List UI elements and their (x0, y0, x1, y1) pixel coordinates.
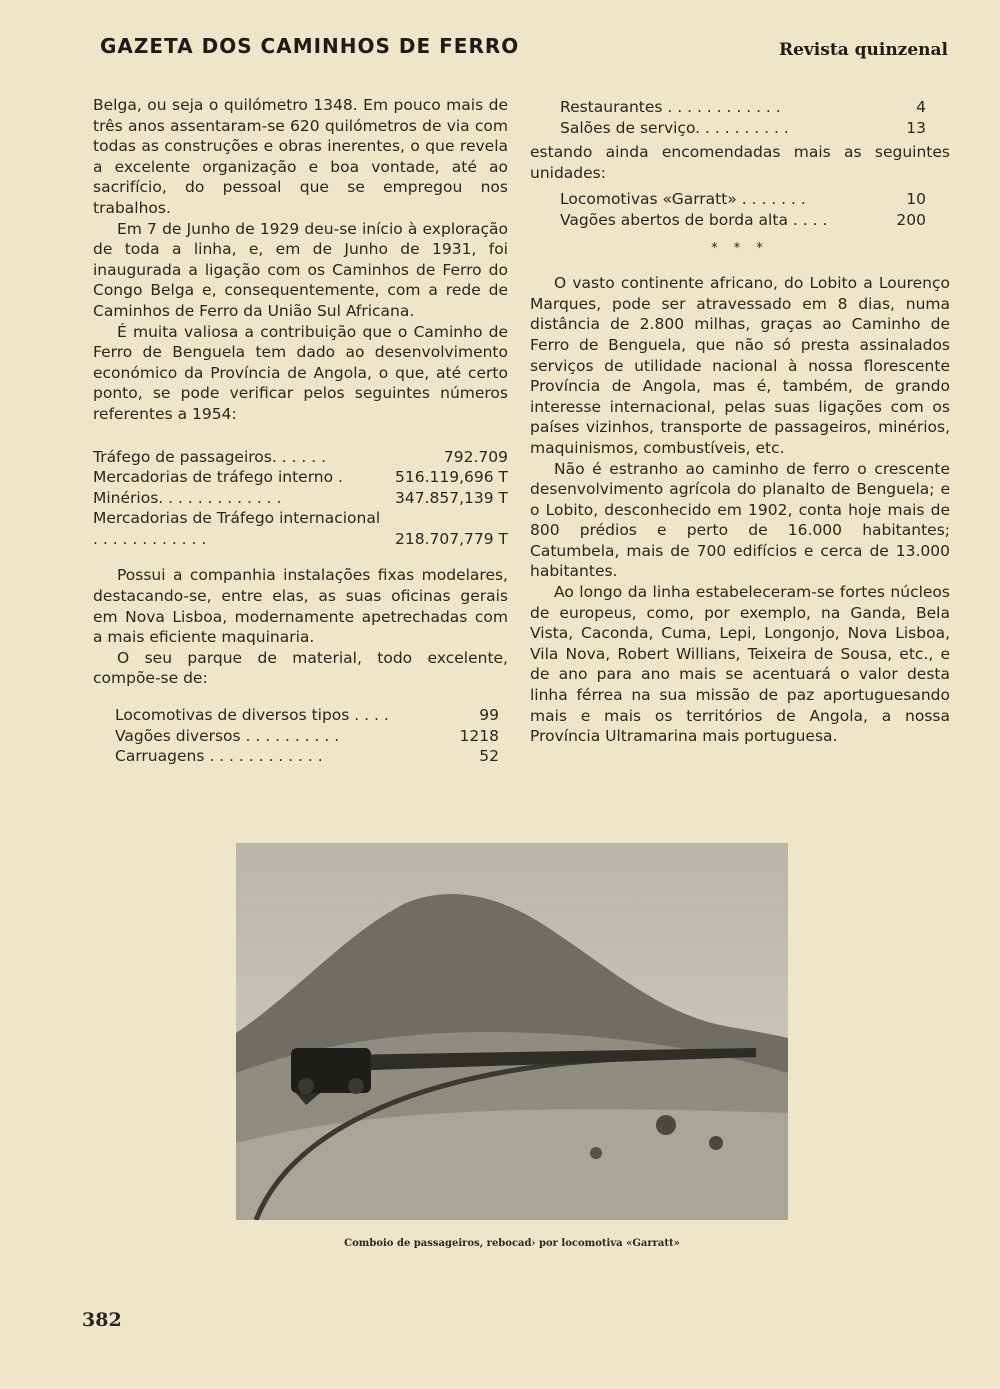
right-column (530, 97, 950, 747)
rolling-stock-table-cont (560, 97, 926, 138)
stock-label: Locomotivas de diversos tipos . . . . (115, 706, 389, 725)
stock-value: 4 (916, 98, 926, 116)
stat-value: 792.709 (443, 447, 508, 466)
traffic-stats-table (93, 447, 508, 550)
paragraph: estando ainda encomendadas mais as seguintes unidades: (530, 143, 950, 182)
spacer (93, 549, 508, 565)
stat-label: Tráfego de passageiros. . . . . . (93, 447, 327, 466)
stat-label: Mercadorias de Tráfego internacional . . . . . . . . . . . . (93, 509, 381, 548)
stock-label: Carruagens . . . . . . . . . . . . (115, 747, 323, 766)
stock-label: Salões de serviço. . . . . . . . . . (560, 118, 789, 137)
order-label: Vagões abertos de borda alta . . . . (560, 210, 828, 229)
photo-caption: Comboio de passageiros, rebocad› por locomotiva «Garratt» (344, 1238, 680, 1249)
order-label: Locomotivas «Garratt» . . . . . . . (560, 190, 806, 209)
order-value: 10 (906, 190, 926, 209)
table-row (115, 705, 499, 726)
stock-value: 52 (479, 747, 499, 766)
paragraph: Em 7 de Junho de 1929 deu-se início à exploração de toda a linha, e, em de Junho de 1931, foi inaugurada a ligação com os Caminhos de Ferro do Congo Belga e, consequentemente, com a rede de Caminhos de Ferro da União Sul Africana. (93, 219, 508, 320)
stat-value: 516.119,696 T (394, 468, 508, 487)
paragraph: Possui a companhia instalações fixas modelares, destacando-se, entre elas, as suas oficinas gerais em Nova Lisboa, modernamente apetrechadas com a mais eficiente maquinaria. (93, 566, 508, 647)
magazine-subtitle: Revista quinzenal (778, 40, 948, 60)
page-number: 382 (82, 1309, 122, 1331)
stock-label: Vagões diversos . . . . . . . . . . (115, 726, 340, 745)
table-row (115, 726, 499, 747)
train-photo (236, 843, 788, 1220)
paragraph: Não é estranho ao caminho de ferro o crescente desenvolvimento agrícola do planalto de Benguela; e o Lobito, desconhecido em 1902, conta hoje mais de 800 prédios e perto de 16.000 habitantes; Catumbela, mais de 700 edifícios e cerca de 13.000 habitantes. (530, 459, 950, 581)
paragraph: O vasto continente africano, do Lobito a Lourenço Marques, pode ser atravessado em 8 dias, numa distância de 2.800 milhas, graças ao Caminho de Ferro de Benguela, que não só presta assinalados serviços de utilidade nacional à nossa florescente Província de Angola, mas é, também, de grando interesse internacional, pelas suas ligações com os países vizinhos, transporte de passageiros, minérios, maquinismos, combustíveis, etc. (530, 274, 950, 457)
stock-value: 99 (479, 706, 499, 725)
magazine-title: GAZETA DOS CAMINHOS DE FERRO (100, 34, 520, 58)
paragraph: É muita valiosa a contribuição que o Caminho de Ferro de Benguela tem dado ao desenvolvimento económico da Província de Angola, o que, até certo ponto, se pode verificar pelos seguintes números referentes a 1954: (93, 322, 508, 423)
section-separator: * * * (711, 240, 769, 256)
paragraph: Belga, ou seja o quilómetro 1348. Em pouco mais de três anos assentaram-se 620 quilómetros de via com todas as construções e obras inerentes, o que revela a excelente organização e boa vontade, até ao sacrifício, do pessoal que se empregou nos trabalhos. (93, 96, 508, 217)
on-order-table (560, 189, 926, 230)
table-row (560, 97, 926, 118)
stock-label: Restaurantes . . . . . . . . . . . . (560, 98, 781, 116)
rolling-stock-table (115, 705, 499, 767)
train-photo-illustration (236, 843, 788, 1220)
table-row (560, 189, 926, 210)
stat-value: 218.707,779 T (394, 529, 508, 548)
table-row (115, 746, 499, 767)
paragraph: O seu parque de material, todo excelente, compõe-se de: (93, 648, 508, 688)
stat-value: 347.857,139 T (394, 488, 508, 507)
stat-label: Minérios. . . . . . . . . . . . . (93, 488, 282, 507)
left-column (93, 95, 508, 767)
paragraph: Ao longo da linha estabeleceram-se fortes núcleos de europeus, como, por exemplo, na Ganda, Bela Vista, Caconda, Cuma, Lepi, Longonjo, Nova Lisboa, Vila Nova, Robert Willians, Teixeira de Sousa, etc., e de ano para ano mais se acentuará o valor desta linha férrea na sua missão de paz aportuguesando mais e mais os territórios de Angola, a nossa Província Ultramarina mais portuguesa. (530, 583, 950, 746)
table-row (93, 447, 508, 468)
stock-value: 13 (906, 118, 926, 137)
table-row (93, 467, 508, 488)
table-row (93, 508, 508, 549)
order-value: 200 (896, 210, 926, 229)
table-row (93, 488, 508, 509)
stock-value: 1218 (459, 726, 499, 745)
table-row (560, 118, 926, 139)
table-row (560, 210, 926, 231)
stat-label: Mercadorias de tráfego interno . (93, 468, 343, 487)
